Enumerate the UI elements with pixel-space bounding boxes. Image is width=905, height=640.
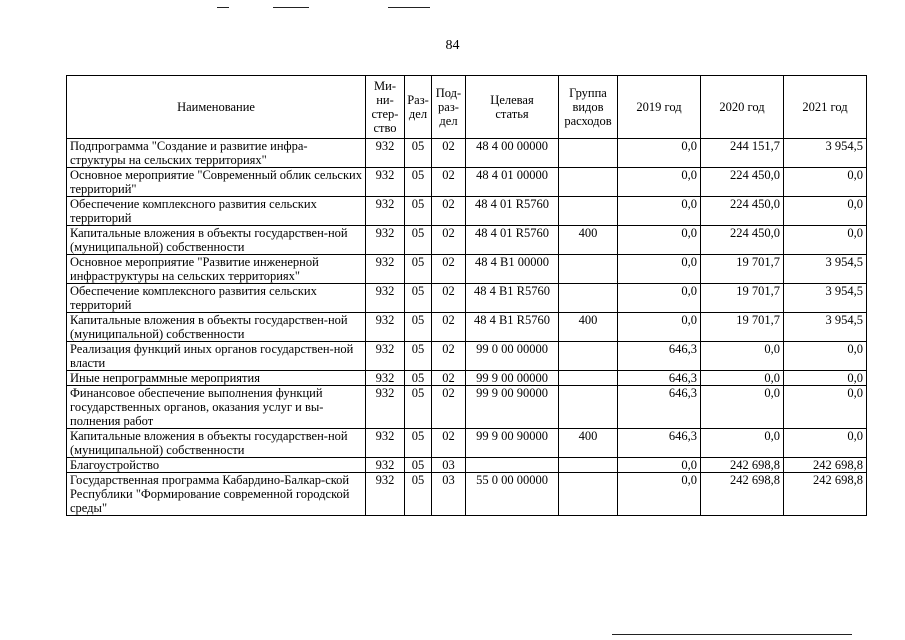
cell-2021: 0,0 <box>784 386 867 429</box>
scan-mark-bottom <box>612 634 852 635</box>
cell-target: 48 4 01 R5760 <box>466 197 559 226</box>
table-row <box>67 458 867 473</box>
table-row <box>67 342 867 371</box>
cell-2019: 646,3 <box>618 342 701 371</box>
cell-ministry: 932 <box>366 458 405 473</box>
cell-name: Основное мероприятие "Современный облик сельских территорий" <box>67 168 366 197</box>
cell-2021: 3 954,5 <box>784 313 867 342</box>
cell-ministry: 932 <box>366 342 405 371</box>
cell-section: 05 <box>405 226 432 255</box>
cell-ministry: 932 <box>366 168 405 197</box>
cell-2020: 224 450,0 <box>701 168 784 197</box>
cell-section: 05 <box>405 197 432 226</box>
cell-ministry: 932 <box>366 197 405 226</box>
cell-2020: 19 701,7 <box>701 313 784 342</box>
cell-2019: 0,0 <box>618 313 701 342</box>
cell-2019: 0,0 <box>618 139 701 168</box>
cell-target: 48 4 01 R5760 <box>466 226 559 255</box>
cell-section: 05 <box>405 429 432 458</box>
cell-section: 05 <box>405 284 432 313</box>
cell-expense-group <box>559 197 618 226</box>
cell-ministry: 932 <box>366 386 405 429</box>
cell-target: 99 9 00 90000 <box>466 429 559 458</box>
cell-2021: 242 698,8 <box>784 473 867 516</box>
table-row <box>67 429 867 458</box>
cell-section: 05 <box>405 313 432 342</box>
header-name: Наименование <box>67 76 366 139</box>
cell-target: 48 4 B1 R5760 <box>466 284 559 313</box>
cell-ministry: 932 <box>366 371 405 386</box>
cell-name: Государственная программа Кабардино-Балкар-ской Республики "Формирование современной городской среды" <box>67 473 366 516</box>
header-2019: 2019 год <box>618 76 701 139</box>
cell-name: Благоустройство <box>67 458 366 473</box>
cell-name: Обеспечение комплексного развития сельских территорий <box>67 284 366 313</box>
cell-2020: 0,0 <box>701 371 784 386</box>
cell-2021: 0,0 <box>784 226 867 255</box>
cell-2020: 19 701,7 <box>701 255 784 284</box>
cell-2021: 0,0 <box>784 429 867 458</box>
cell-2019: 646,3 <box>618 386 701 429</box>
cell-2020: 0,0 <box>701 429 784 458</box>
cell-target: 99 9 00 00000 <box>466 371 559 386</box>
table-row <box>67 313 867 342</box>
table-body <box>67 139 867 516</box>
header-section: Раз- дел <box>405 76 432 139</box>
table-row <box>67 197 867 226</box>
cell-section: 05 <box>405 386 432 429</box>
cell-ministry: 932 <box>366 226 405 255</box>
table-row <box>67 168 867 197</box>
cell-subsection: 02 <box>432 371 466 386</box>
cell-expense-group <box>559 139 618 168</box>
cell-subsection: 02 <box>432 313 466 342</box>
cell-target: 55 0 00 00000 <box>466 473 559 516</box>
table-row <box>67 473 867 516</box>
cell-section: 05 <box>405 473 432 516</box>
cell-2020: 244 151,7 <box>701 139 784 168</box>
cell-expense-group: 400 <box>559 429 618 458</box>
cell-subsection: 02 <box>432 386 466 429</box>
cell-target: 48 4 00 00000 <box>466 139 559 168</box>
table-row <box>67 255 867 284</box>
cell-name: Иные непрограммные мероприятия <box>67 371 366 386</box>
header-2021: 2021 год <box>784 76 867 139</box>
cell-subsection: 02 <box>432 226 466 255</box>
cell-2020: 242 698,8 <box>701 458 784 473</box>
cell-target <box>466 458 559 473</box>
table-header-row <box>67 76 867 139</box>
cell-subsection: 03 <box>432 458 466 473</box>
cell-2020: 0,0 <box>701 342 784 371</box>
cell-target: 48 4 B1 00000 <box>466 255 559 284</box>
cell-expense-group <box>559 255 618 284</box>
cell-2021: 3 954,5 <box>784 255 867 284</box>
cell-2019: 646,3 <box>618 371 701 386</box>
cell-expense-group: 400 <box>559 226 618 255</box>
cell-section: 05 <box>405 255 432 284</box>
cell-name: Капитальные вложения в объекты государствен-ной (муниципальной) собственности <box>67 313 366 342</box>
cell-subsection: 03 <box>432 473 466 516</box>
cell-2019: 0,0 <box>618 284 701 313</box>
cell-name: Обеспечение комплексного развития сельских территорий <box>67 197 366 226</box>
scan-mark-top <box>273 7 309 8</box>
cell-section: 05 <box>405 458 432 473</box>
cell-subsection: 02 <box>432 255 466 284</box>
cell-name: Реализация функций иных органов государствен-ной власти <box>67 342 366 371</box>
cell-2020: 242 698,8 <box>701 473 784 516</box>
cell-ministry: 932 <box>366 139 405 168</box>
page-number: 84 <box>445 38 460 53</box>
cell-2021: 0,0 <box>784 197 867 226</box>
cell-expense-group <box>559 458 618 473</box>
cell-2019: 0,0 <box>618 226 701 255</box>
table-row <box>67 226 867 255</box>
cell-ministry: 932 <box>366 313 405 342</box>
table-row <box>67 139 867 168</box>
cell-subsection: 02 <box>432 139 466 168</box>
cell-2021: 3 954,5 <box>784 139 867 168</box>
cell-2019: 0,0 <box>618 255 701 284</box>
cell-name: Капитальные вложения в объекты государствен-ной (муниципальной) собственности <box>67 429 366 458</box>
cell-expense-group <box>559 284 618 313</box>
cell-2020: 224 450,0 <box>701 226 784 255</box>
cell-2021: 0,0 <box>784 168 867 197</box>
header-expense-group: Группа видов расходов <box>559 76 618 139</box>
cell-ministry: 932 <box>366 429 405 458</box>
table-row <box>67 284 867 313</box>
cell-target: 99 0 00 00000 <box>466 342 559 371</box>
cell-2020: 19 701,7 <box>701 284 784 313</box>
cell-2021: 3 954,5 <box>784 284 867 313</box>
cell-name: Подпрограмма "Создание и развитие инфра-структуры на сельских территориях" <box>67 139 366 168</box>
table-row <box>67 386 867 429</box>
cell-section: 05 <box>405 168 432 197</box>
cell-2021: 0,0 <box>784 371 867 386</box>
cell-section: 05 <box>405 371 432 386</box>
cell-2021: 0,0 <box>784 342 867 371</box>
cell-section: 05 <box>405 342 432 371</box>
cell-2019: 0,0 <box>618 168 701 197</box>
header-subsection: Под- раз- дел <box>432 76 466 139</box>
cell-name: Капитальные вложения в объекты государствен-ной (муниципальной) собственности <box>67 226 366 255</box>
cell-section: 05 <box>405 139 432 168</box>
cell-target: 99 9 00 90000 <box>466 386 559 429</box>
cell-expense-group <box>559 386 618 429</box>
cell-name: Финансовое обеспечение выполнения функций государственных органов, оказания услуг и вы-полнения работ <box>67 386 366 429</box>
header-2020: 2020 год <box>701 76 784 139</box>
cell-subsection: 02 <box>432 342 466 371</box>
cell-subsection: 02 <box>432 168 466 197</box>
budget-table <box>66 75 867 516</box>
table-row <box>67 371 867 386</box>
cell-target: 48 4 B1 R5760 <box>466 313 559 342</box>
cell-2019: 646,3 <box>618 429 701 458</box>
cell-name: Основное мероприятие "Развитие инженерной инфраструктуры на сельских территориях" <box>67 255 366 284</box>
cell-2020: 0,0 <box>701 386 784 429</box>
header-ministry: Ми- ни- стер- ство <box>366 76 405 139</box>
cell-ministry: 932 <box>366 255 405 284</box>
scan-mark-top <box>388 7 430 8</box>
cell-ministry: 932 <box>366 473 405 516</box>
cell-expense-group <box>559 168 618 197</box>
cell-subsection: 02 <box>432 284 466 313</box>
cell-2019: 0,0 <box>618 473 701 516</box>
cell-subsection: 02 <box>432 197 466 226</box>
cell-ministry: 932 <box>366 284 405 313</box>
cell-expense-group: 400 <box>559 313 618 342</box>
cell-target: 48 4 01 00000 <box>466 168 559 197</box>
cell-2021: 242 698,8 <box>784 458 867 473</box>
cell-2019: 0,0 <box>618 458 701 473</box>
cell-subsection: 02 <box>432 429 466 458</box>
cell-expense-group <box>559 342 618 371</box>
cell-2019: 0,0 <box>618 197 701 226</box>
scan-mark-top <box>217 7 229 8</box>
cell-expense-group <box>559 371 618 386</box>
cell-expense-group <box>559 473 618 516</box>
header-target: Целевая статья <box>466 76 559 139</box>
cell-2020: 224 450,0 <box>701 197 784 226</box>
